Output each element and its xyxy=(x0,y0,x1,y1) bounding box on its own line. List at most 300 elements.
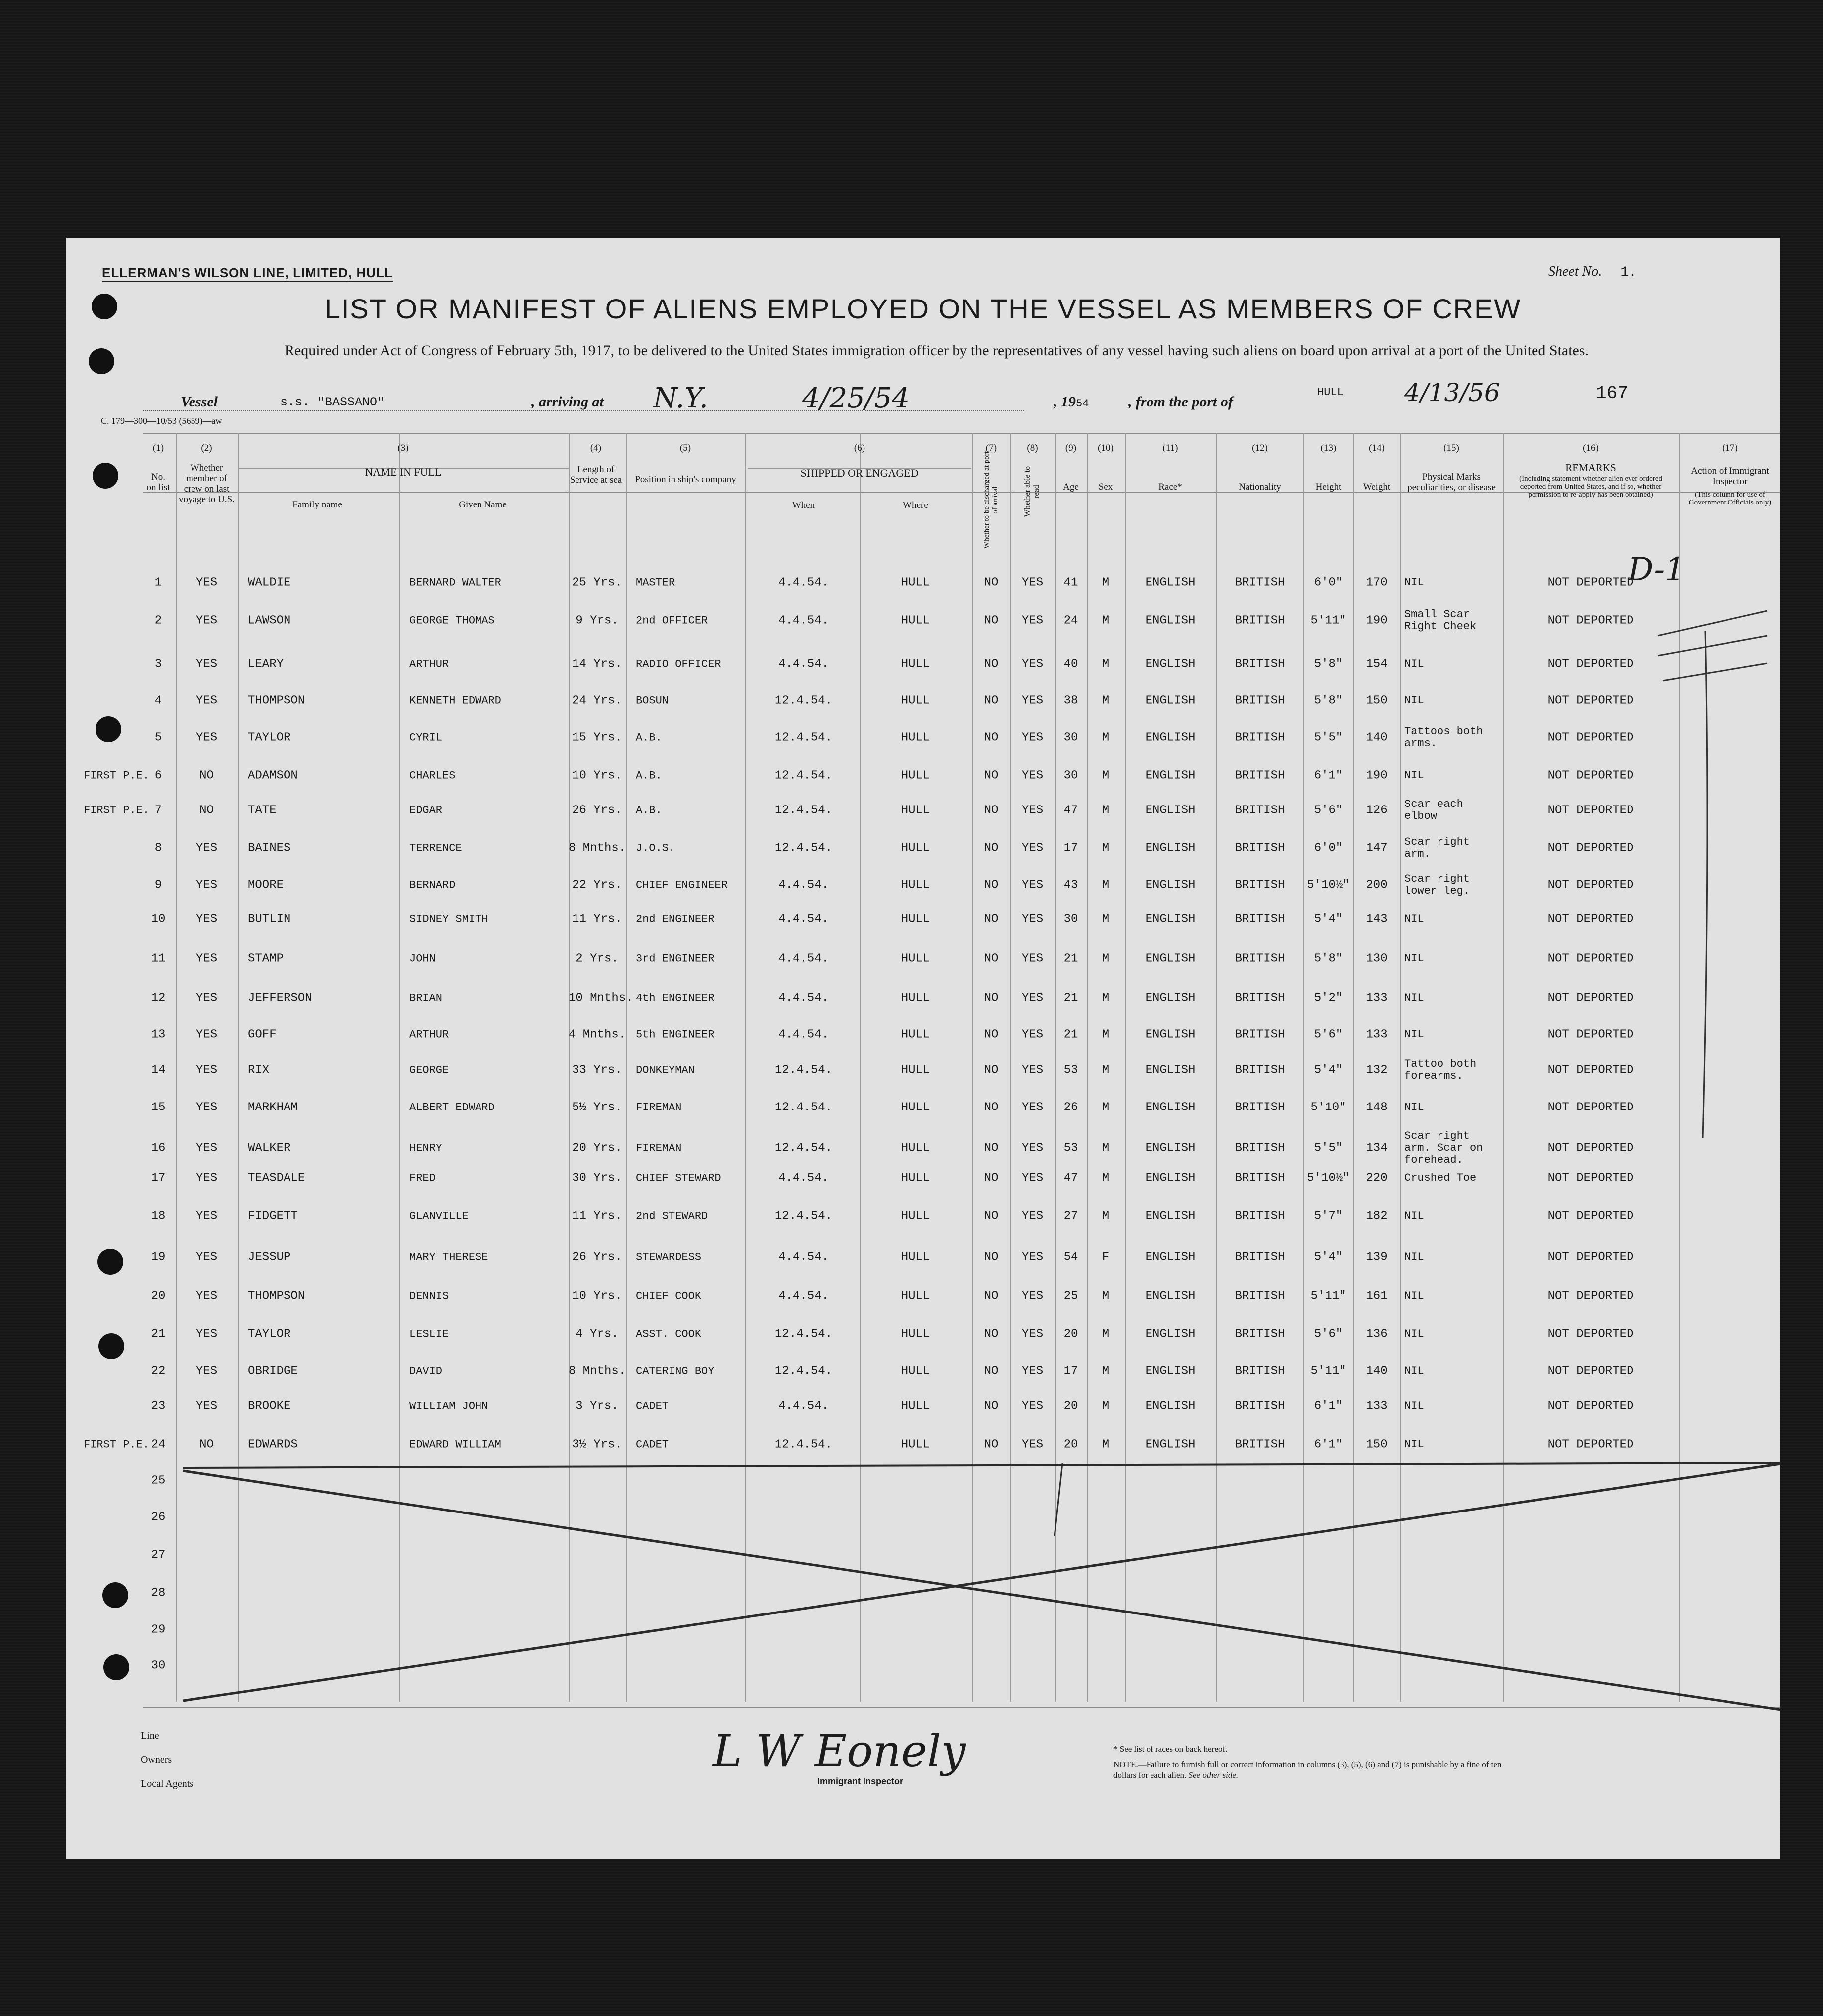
row-height: 5'8" xyxy=(1314,952,1343,966)
col-no-on-list: No. on list xyxy=(146,472,170,493)
row-race: ENGLISH xyxy=(1145,1028,1196,1042)
owners-label: Owners xyxy=(141,1754,172,1765)
row-remarks: NOT DEPORTED xyxy=(1547,878,1634,892)
col-12-num: (12) xyxy=(1252,443,1268,453)
row-remarks: NOT DEPORTED xyxy=(1547,952,1634,966)
row-family-name: TAYLOR xyxy=(248,731,291,745)
row-where: HULL xyxy=(901,769,930,783)
row-number: 14 xyxy=(151,1063,166,1077)
row-sex: M xyxy=(1102,1210,1110,1223)
row-given-name: HENRY xyxy=(409,1142,443,1155)
row-member: YES xyxy=(195,1141,218,1155)
row-race: ENGLISH xyxy=(1145,1210,1196,1223)
row-race: ENGLISH xyxy=(1145,694,1196,707)
row-service: 10 Mnths. xyxy=(569,991,633,1005)
row-able-read: YES xyxy=(1021,1171,1044,1185)
row-when: 12.4.54. xyxy=(774,1364,833,1378)
row-prefix-note: FIRST P.E. xyxy=(84,1438,150,1451)
row-service: 30 Yrs. xyxy=(572,1171,622,1185)
row-remarks: NOT DEPORTED xyxy=(1547,912,1634,926)
row-member: YES xyxy=(195,1250,218,1264)
row-remarks: NOT DEPORTED xyxy=(1547,576,1634,590)
row-remarks: NOT DEPORTED xyxy=(1547,769,1634,783)
row-height: 6'0" xyxy=(1314,576,1343,590)
row-sex: M xyxy=(1102,878,1110,892)
row-weight: 154 xyxy=(1366,657,1388,671)
row-height: 6'1" xyxy=(1314,1438,1343,1452)
row-physical-marks: Scar right lower leg. xyxy=(1404,873,1470,897)
row-number: 6 xyxy=(154,769,162,783)
row-given-name: CHARLES xyxy=(409,769,456,782)
row-weight: 200 xyxy=(1366,878,1388,892)
row-position: FIREMAN xyxy=(636,1101,682,1114)
row-where: HULL xyxy=(901,991,930,1005)
row-nationality: BRITISH xyxy=(1235,1399,1285,1413)
col-position: Position in ship's company xyxy=(635,474,736,485)
row-able-read: YES xyxy=(1021,614,1044,628)
row-race: ENGLISH xyxy=(1145,991,1196,1005)
row-position: BOSUN xyxy=(636,694,669,707)
row-family-name: JEFFERSON xyxy=(248,991,312,1005)
row-sex: M xyxy=(1102,1399,1110,1413)
row-position: CADET xyxy=(636,1400,669,1412)
row-physical-marks: Crushed Toe xyxy=(1404,1172,1477,1184)
row-remarks: NOT DEPORTED xyxy=(1547,1364,1634,1378)
row-age: 21 xyxy=(1063,1028,1078,1042)
row-member: YES xyxy=(195,1289,218,1303)
row-when: 4.4.54. xyxy=(778,1171,829,1185)
row-weight: 140 xyxy=(1366,731,1388,745)
row-height: 5'7" xyxy=(1314,1210,1343,1223)
row-discharged: NO xyxy=(984,1063,999,1077)
row-position: CATERING BOY xyxy=(636,1365,715,1378)
row-given-name: BRIAN xyxy=(409,992,443,1005)
row-given-name: ARTHUR xyxy=(409,658,449,671)
row-sex: M xyxy=(1102,576,1110,590)
row-family-name: THOMPSON xyxy=(248,1289,305,1303)
row-race: ENGLISH xyxy=(1145,1171,1196,1185)
row-able-read: YES xyxy=(1021,912,1044,926)
row-where: HULL xyxy=(901,576,930,590)
row-race: ENGLISH xyxy=(1145,1289,1196,1303)
row-height: 5'4" xyxy=(1314,1063,1343,1077)
row-member: YES xyxy=(195,657,218,671)
row-nationality: BRITISH xyxy=(1235,1171,1285,1185)
row-number: 8 xyxy=(154,841,162,855)
binder-hole xyxy=(92,294,117,319)
row-race: ENGLISH xyxy=(1145,1399,1196,1413)
row-number: 21 xyxy=(151,1327,166,1341)
row-sex: M xyxy=(1102,841,1110,855)
row-discharged: NO xyxy=(984,769,999,783)
annotation-ticks xyxy=(1588,556,1780,1143)
row-service: 25 Yrs. xyxy=(572,576,622,590)
binder-hole xyxy=(102,1582,128,1608)
row-nationality: BRITISH xyxy=(1235,614,1285,628)
col-family-name: Family name xyxy=(292,500,342,510)
row-member: YES xyxy=(195,1171,218,1185)
note-label: NOTE. xyxy=(1113,1760,1138,1769)
cross-line-1 xyxy=(183,1471,1780,1711)
row-physical-marks: NIL xyxy=(1404,658,1424,670)
row-given-name: DAVID xyxy=(409,1365,443,1378)
col-9-num: (9) xyxy=(1065,443,1077,453)
row-position: RADIO OFFICER xyxy=(636,658,721,671)
row-nationality: BRITISH xyxy=(1235,1063,1285,1077)
row-height: 6'0" xyxy=(1314,841,1343,855)
row-where: HULL xyxy=(901,878,930,892)
row-age: 26 xyxy=(1063,1101,1078,1114)
row-member: NO xyxy=(199,804,214,817)
row-number: 1 xyxy=(154,576,162,590)
row-race: ENGLISH xyxy=(1145,614,1196,628)
row-service: 20 Yrs. xyxy=(572,1141,622,1155)
row-when: 4.4.54. xyxy=(778,576,829,590)
row-age: 20 xyxy=(1063,1438,1078,1452)
row-physical-marks: NIL xyxy=(1404,1365,1424,1377)
row-given-name: SIDNEY SMITH xyxy=(409,913,488,926)
row-position: ASST. COOK xyxy=(636,1328,702,1341)
row-when: 12.4.54. xyxy=(774,1438,833,1452)
row-family-name: TAYLOR xyxy=(248,1327,291,1341)
row-when: 12.4.54. xyxy=(774,841,833,855)
row-race: ENGLISH xyxy=(1145,1063,1196,1077)
row-position: CHIEF ENGINEER xyxy=(636,879,728,892)
row-age: 20 xyxy=(1063,1327,1078,1341)
row-given-name: CYRIL xyxy=(409,731,443,744)
row-family-name: EDWARDS xyxy=(248,1438,298,1452)
row-given-name: GEORGE THOMAS xyxy=(409,614,495,627)
row-physical-marks: Small Scar Right Cheek xyxy=(1404,608,1477,633)
note-text: —Failure to furnish full or correct information in columns (3), (5), (6) and (7) is punishable by a fine of ten dollars for each alien. xyxy=(1113,1760,1502,1780)
row-family-name: BUTLIN xyxy=(248,912,291,926)
row-position: 5th ENGINEER xyxy=(636,1028,715,1041)
row-where: HULL xyxy=(901,1327,930,1341)
row-physical-marks: NIL xyxy=(1404,576,1424,589)
row-member: YES xyxy=(195,1327,218,1341)
row-when: 12.4.54. xyxy=(774,1101,833,1114)
row-race: ENGLISH xyxy=(1145,804,1196,817)
col-7-num: (7) xyxy=(985,443,997,453)
empty-row-number: 30 xyxy=(151,1659,166,1673)
row-discharged: NO xyxy=(984,1250,999,1264)
row-age: 30 xyxy=(1063,912,1078,926)
row-age: 20 xyxy=(1063,1399,1078,1413)
row-sex: M xyxy=(1102,912,1110,926)
row-race: ENGLISH xyxy=(1145,769,1196,783)
row-nationality: BRITISH xyxy=(1235,769,1285,783)
col-length-service: Length of Service at sea xyxy=(570,464,622,485)
binder-hole xyxy=(103,1654,129,1680)
row-nationality: BRITISH xyxy=(1235,657,1285,671)
empty-row-number: 29 xyxy=(151,1623,166,1637)
row-discharged: NO xyxy=(984,1210,999,1223)
row-family-name: WALDIE xyxy=(248,576,291,590)
row-service: 22 Yrs. xyxy=(572,878,622,892)
row-discharged: NO xyxy=(984,1289,999,1303)
row-family-name: GOFF xyxy=(248,1028,277,1042)
row-weight: 150 xyxy=(1366,1438,1388,1452)
row-nationality: BRITISH xyxy=(1235,1250,1285,1264)
arrival-date: 4/25/54 xyxy=(802,382,910,414)
row-race: ENGLISH xyxy=(1145,731,1196,745)
row-age: 21 xyxy=(1063,952,1078,966)
empty-row-number: 28 xyxy=(151,1586,166,1600)
row-height: 5'11" xyxy=(1310,1289,1346,1303)
col-name-in-full: NAME IN FULL xyxy=(365,466,442,478)
row-position: 2nd STEWARD xyxy=(636,1210,708,1223)
row-number: 20 xyxy=(151,1289,166,1303)
col-when: When xyxy=(792,500,815,510)
row-where: HULL xyxy=(901,657,930,671)
row-service: 26 Yrs. xyxy=(572,804,622,817)
row-given-name: GLANVILLE xyxy=(409,1210,469,1223)
row-age: 24 xyxy=(1063,614,1078,628)
row-service: 14 Yrs. xyxy=(572,657,622,671)
row-sex: M xyxy=(1102,1364,1110,1378)
row-number: 18 xyxy=(151,1210,166,1223)
row-race: ENGLISH xyxy=(1145,912,1196,926)
row-where: HULL xyxy=(901,804,930,817)
row-height: 5'10½" xyxy=(1307,1171,1350,1185)
row-member: YES xyxy=(195,731,218,745)
row-able-read: YES xyxy=(1021,841,1044,855)
row-given-name: BERNARD WALTER xyxy=(409,576,501,589)
page-subtitle: Required under Act of Congress of February 5th, 1917, to be delivered to the United States immigration officer by the representatives of any vessel having such aliens on board upon arrival at a port of the United States. xyxy=(284,342,1589,359)
row-discharged: NO xyxy=(984,1438,999,1452)
row-given-name: LESLIE xyxy=(409,1328,449,1341)
row-family-name: THOMPSON xyxy=(248,694,305,707)
row-remarks: NOT DEPORTED xyxy=(1547,614,1634,628)
row-race: ENGLISH xyxy=(1145,1101,1196,1114)
row-service: 10 Yrs. xyxy=(572,1289,622,1303)
row-race: ENGLISH xyxy=(1145,952,1196,966)
row-when: 12.4.54. xyxy=(774,731,833,745)
row-sex: M xyxy=(1102,1327,1110,1341)
row-family-name: STAMP xyxy=(248,952,284,966)
row-height: 5'6" xyxy=(1314,1327,1343,1341)
row-race: ENGLISH xyxy=(1145,657,1196,671)
row-family-name: RIX xyxy=(248,1063,270,1077)
row-service: 3 Yrs. xyxy=(576,1399,619,1413)
col-8-num: (8) xyxy=(1027,443,1038,453)
row-service: 8 Mnths. xyxy=(569,1364,626,1378)
row-family-name: OBRIDGE xyxy=(248,1364,298,1378)
row-number: 10 xyxy=(151,912,166,926)
row-number: 7 xyxy=(154,804,162,817)
races-note: * See list of races on back hereof. xyxy=(1113,1744,1228,1754)
row-given-name: WILLIAM JOHN xyxy=(409,1400,488,1412)
row-nationality: BRITISH xyxy=(1235,1101,1285,1114)
binder-hole xyxy=(98,1333,124,1359)
row-where: HULL xyxy=(901,694,930,707)
row-nationality: BRITISH xyxy=(1235,878,1285,892)
col-shipped-engaged: SHIPPED OR ENGAGED xyxy=(800,467,919,479)
row-given-name: KENNETH EDWARD xyxy=(409,694,501,707)
row-physical-marks: NIL xyxy=(1404,952,1424,965)
row-age: 30 xyxy=(1063,769,1078,783)
row-number: 9 xyxy=(154,878,162,892)
row-physical-marks: NIL xyxy=(1404,1290,1424,1302)
row-discharged: NO xyxy=(984,1327,999,1341)
row-number: 5 xyxy=(154,731,162,745)
row-able-read: YES xyxy=(1021,1289,1044,1303)
row-when: 4.4.54. xyxy=(778,1289,829,1303)
row-nationality: BRITISH xyxy=(1235,991,1285,1005)
row-remarks: NOT DEPORTED xyxy=(1547,1171,1634,1185)
row-height: 5'8" xyxy=(1314,694,1343,707)
row-height: 5'4" xyxy=(1314,1250,1343,1264)
row-able-read: YES xyxy=(1021,731,1044,745)
row-service: 5½ Yrs. xyxy=(572,1101,622,1114)
row-position: A.B. xyxy=(636,731,662,744)
vessel-name: s.s. "BASSANO" xyxy=(280,395,385,409)
row-nationality: BRITISH xyxy=(1235,1364,1285,1378)
col-able-read: Whether able to read xyxy=(1023,466,1041,517)
row-number: 17 xyxy=(151,1171,166,1185)
row-where: HULL xyxy=(901,614,930,628)
row-physical-marks: Scar right arm. Scar on forehead. xyxy=(1404,1130,1483,1166)
row-weight: 130 xyxy=(1366,952,1388,966)
row-number: 19 xyxy=(151,1250,166,1264)
row-weight: 133 xyxy=(1366,1399,1388,1413)
manifest-sheet xyxy=(66,238,1780,1859)
row-number: 16 xyxy=(151,1141,166,1155)
row-able-read: YES xyxy=(1021,1364,1044,1378)
row-sex: M xyxy=(1102,991,1110,1005)
row-nationality: BRITISH xyxy=(1235,1327,1285,1341)
row-where: HULL xyxy=(901,1210,930,1223)
row-able-read: YES xyxy=(1021,1063,1044,1077)
col-nationality: Nationality xyxy=(1239,482,1281,492)
row-age: 47 xyxy=(1063,804,1078,817)
row-when: 12.4.54. xyxy=(774,804,833,817)
col-weight: Weight xyxy=(1363,482,1391,492)
row-remarks: NOT DEPORTED xyxy=(1547,1250,1634,1264)
row-able-read: YES xyxy=(1021,878,1044,892)
fine-note xyxy=(1113,1759,1511,1780)
row-able-read: YES xyxy=(1021,1101,1044,1114)
row-race: ENGLISH xyxy=(1145,576,1196,590)
row-height: 5'10" xyxy=(1310,1101,1346,1114)
row-age: 17 xyxy=(1063,841,1078,855)
row-position: STEWARDESS xyxy=(636,1251,702,1264)
row-age: 53 xyxy=(1063,1141,1078,1155)
row-remarks: NOT DEPORTED xyxy=(1547,1289,1634,1303)
row-nationality: BRITISH xyxy=(1235,841,1285,855)
row-able-read: YES xyxy=(1021,694,1044,707)
sheet-number: 1. xyxy=(1620,265,1637,280)
row-discharged: NO xyxy=(984,694,999,707)
row-where: HULL xyxy=(901,1101,930,1114)
row-weight: 147 xyxy=(1366,841,1388,855)
row-weight: 150 xyxy=(1366,694,1388,707)
row-number: 12 xyxy=(151,991,166,1005)
row-sex: M xyxy=(1102,769,1110,783)
row-discharged: NO xyxy=(984,657,999,671)
row-able-read: YES xyxy=(1021,1399,1044,1413)
row-service: 2 Yrs. xyxy=(576,952,619,966)
row-remarks: NOT DEPORTED xyxy=(1547,1063,1634,1077)
row-physical-marks: NIL xyxy=(1404,992,1424,1004)
row-weight: 133 xyxy=(1366,991,1388,1005)
row-race: ENGLISH xyxy=(1145,1141,1196,1155)
row-height: 5'8" xyxy=(1314,657,1343,671)
row-height: 5'6" xyxy=(1314,804,1343,817)
row-where: HULL xyxy=(901,1063,930,1077)
see-other-side: See other side. xyxy=(1188,1770,1239,1780)
col-remarks-note: (Including statement whether alien ever ordered deported from United States, and if so, whether permission to re-apply has been obtained) xyxy=(1519,475,1662,499)
row-physical-marks: NIL xyxy=(1404,913,1424,925)
binder-hole xyxy=(89,348,114,374)
row-where: HULL xyxy=(901,952,930,966)
row-able-read: YES xyxy=(1021,1327,1044,1341)
row-discharged: NO xyxy=(984,841,999,855)
row-member: YES xyxy=(195,1101,218,1114)
col-14-num: (14) xyxy=(1369,443,1385,453)
row-nationality: BRITISH xyxy=(1235,1210,1285,1223)
row-remarks: NOT DEPORTED xyxy=(1547,657,1634,671)
col-where: Where xyxy=(903,500,928,510)
row-height: 6'1" xyxy=(1314,1399,1343,1413)
row-able-read: YES xyxy=(1021,952,1044,966)
col-4-num: (4) xyxy=(590,443,602,453)
row-position: 2nd ENGINEER xyxy=(636,913,715,926)
row-sex: M xyxy=(1102,731,1110,745)
vertical-bracket xyxy=(1703,631,1707,1138)
tick-strokes xyxy=(1658,611,1767,681)
row-remarks: NOT DEPORTED xyxy=(1547,991,1634,1005)
row-given-name: DENNIS xyxy=(409,1290,449,1303)
col-action-note: (This column for use of Government Officials only) xyxy=(1688,491,1772,506)
row-nationality: BRITISH xyxy=(1235,1438,1285,1452)
row-physical-marks: NIL xyxy=(1404,694,1424,706)
row-number: 24 xyxy=(151,1438,166,1452)
row-where: HULL xyxy=(901,1399,930,1413)
col-3-num: (3) xyxy=(397,443,409,453)
row-nationality: BRITISH xyxy=(1235,1289,1285,1303)
row-position: CHIEF COOK xyxy=(636,1290,702,1303)
col-1-num: (1) xyxy=(152,443,164,453)
crossed-out-rows xyxy=(66,238,1780,1859)
row-remarks: NOT DEPORTED xyxy=(1547,1399,1634,1413)
row-family-name: BAINES xyxy=(248,841,291,855)
row-where: HULL xyxy=(901,1438,930,1452)
col-5-num: (5) xyxy=(679,443,691,453)
row-family-name: MOORE xyxy=(248,878,284,892)
row-member: NO xyxy=(199,769,214,783)
row-age: 47 xyxy=(1063,1171,1078,1185)
row-race: ENGLISH xyxy=(1145,1364,1196,1378)
vessel-label: Vessel xyxy=(181,394,218,410)
row-given-name: ARTHUR xyxy=(409,1028,449,1041)
row-where: HULL xyxy=(901,1171,930,1185)
row-number: 3 xyxy=(154,657,162,671)
row-remarks: NOT DEPORTED xyxy=(1547,694,1634,707)
row-race: ENGLISH xyxy=(1145,1438,1196,1452)
row-race: ENGLISH xyxy=(1145,1250,1196,1264)
row-member: YES xyxy=(195,576,218,590)
row-service: 9 Yrs. xyxy=(576,614,619,628)
row-discharged: NO xyxy=(984,1028,999,1042)
row-given-name: GEORGE xyxy=(409,1064,449,1077)
row-weight: 161 xyxy=(1366,1289,1388,1303)
binder-hole xyxy=(96,716,121,742)
col-height: Height xyxy=(1315,482,1342,492)
row-service: 24 Yrs. xyxy=(572,694,622,707)
page-number: 167 xyxy=(1596,383,1628,403)
row-member: YES xyxy=(195,614,218,628)
